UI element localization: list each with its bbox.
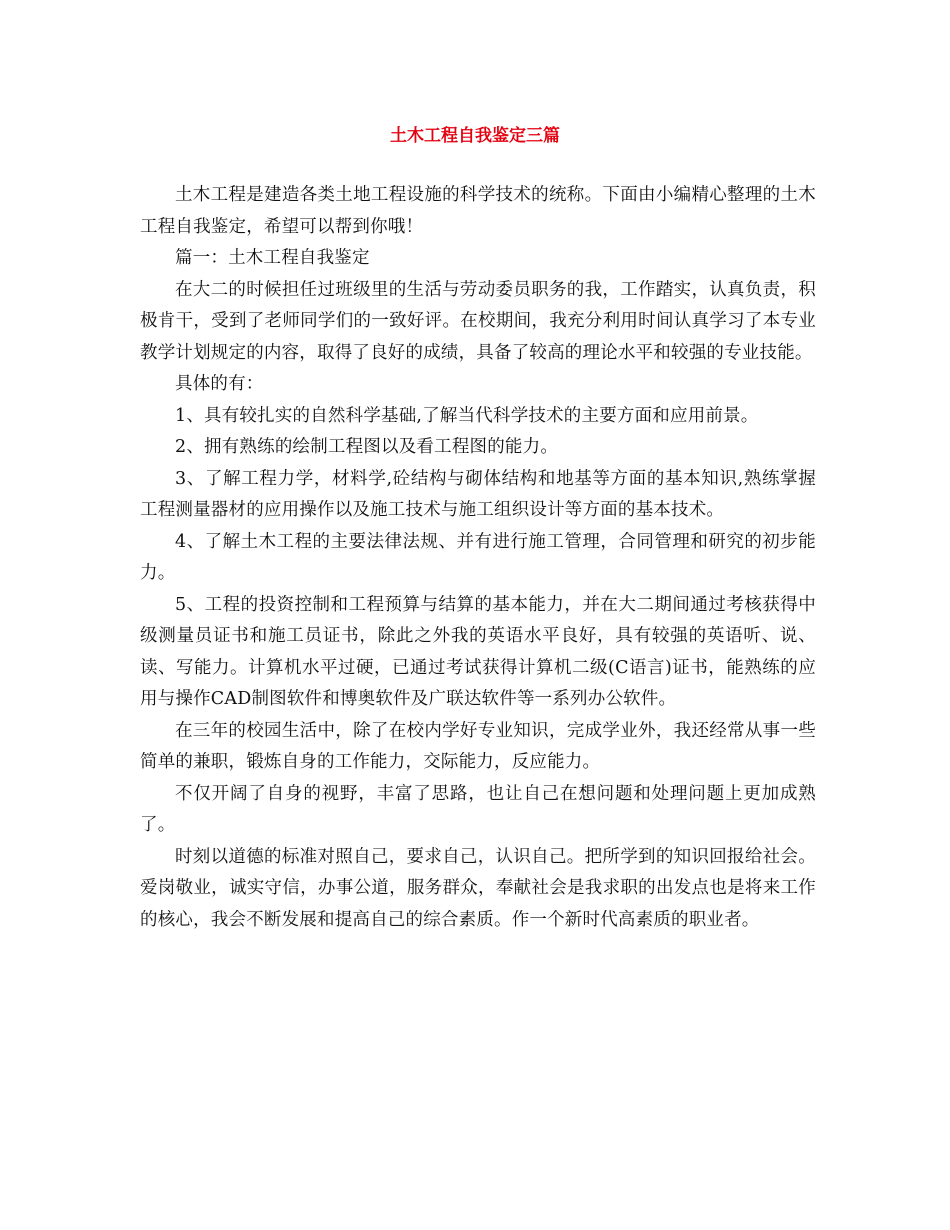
paragraph-intro: 土木工程是建造各类土地工程设施的科学技术的统称。下面由小编精心整理的土木工程自我鉴定，希望可以帮到你哦！ bbox=[140, 185, 816, 237]
document-body bbox=[140, 180, 816, 936]
paragraph-section-heading: 篇一：土木工程自我鉴定 bbox=[175, 248, 370, 268]
paragraph-item-4: 4、了解土木工程的主要法律法规、并有进行施工管理，合同管理和研究的初步能力。 bbox=[140, 531, 816, 583]
paragraph-specifics-lead: 具体的有： bbox=[175, 374, 264, 394]
paragraph-item-3: 3、了解工程力学，材料学,砼结构与砌体结构和地基等方面的基本知识,熟练掌握工程测量器材的应用操作以及施工技术与施工组织设计等方面的基本技术。 bbox=[140, 468, 816, 520]
paragraph-ethics: 时刻以道德的标准对照自己，要求自己，认识自己。把所学到的知识回报给社会。爱岗敬业，诚实守信，办事公道，服务群众，奉献社会是我求职的出发点也是将来工作的核心，我会不断发展和提高自己的综合素质。作一个新时代高素质的职业者。 bbox=[140, 846, 816, 930]
paragraph-item-2: 2、拥有熟练的绘制工程图以及看工程图的能力。 bbox=[175, 437, 559, 457]
paragraph-experience: 在大二的时候担任过班级里的生活与劳动委员职务的我，工作踏实，认真负责，积极肯干，受到了老师同学们的一致好评。在校期间，我充分利用时间认真学习了本专业教学计划规定的内容，取得了良好的成绩，具备了较高的理论水平和较强的专业技能。 bbox=[140, 279, 816, 363]
paragraph-item-5: 5、工程的投资控制和工程预算与结算的基本能力，并在大二期间通过考核获得中级测量员证书和施工员证书，除此之外我的英语水平良好，具有较强的英语听、说、读、写能力。计算机水平过硬，已通过考试获得计算机二级(C语言)证书，能熟练的应用与操作CAD制图软件和博奥软件及广联达软件等一系列办公软件。 bbox=[140, 594, 816, 709]
paragraph-horizons: 不仅开阔了自身的视野，丰富了思路，也让自己在想问题和处理问题上更加成熟了。 bbox=[140, 783, 816, 835]
paragraph-item-1: 1、具有较扎实的自然科学基础,了解当代科学技术的主要方面和应用前景。 bbox=[175, 405, 759, 426]
document-title: 土木工程自我鉴定三篇 bbox=[390, 126, 560, 146]
paragraph-campus-life: 在三年的校园生活中，除了在校内学好专业知识，完成学业外，我还经常从事一些简单的兼职，锻炼自身的工作能力，交际能力，反应能力。 bbox=[140, 720, 816, 772]
